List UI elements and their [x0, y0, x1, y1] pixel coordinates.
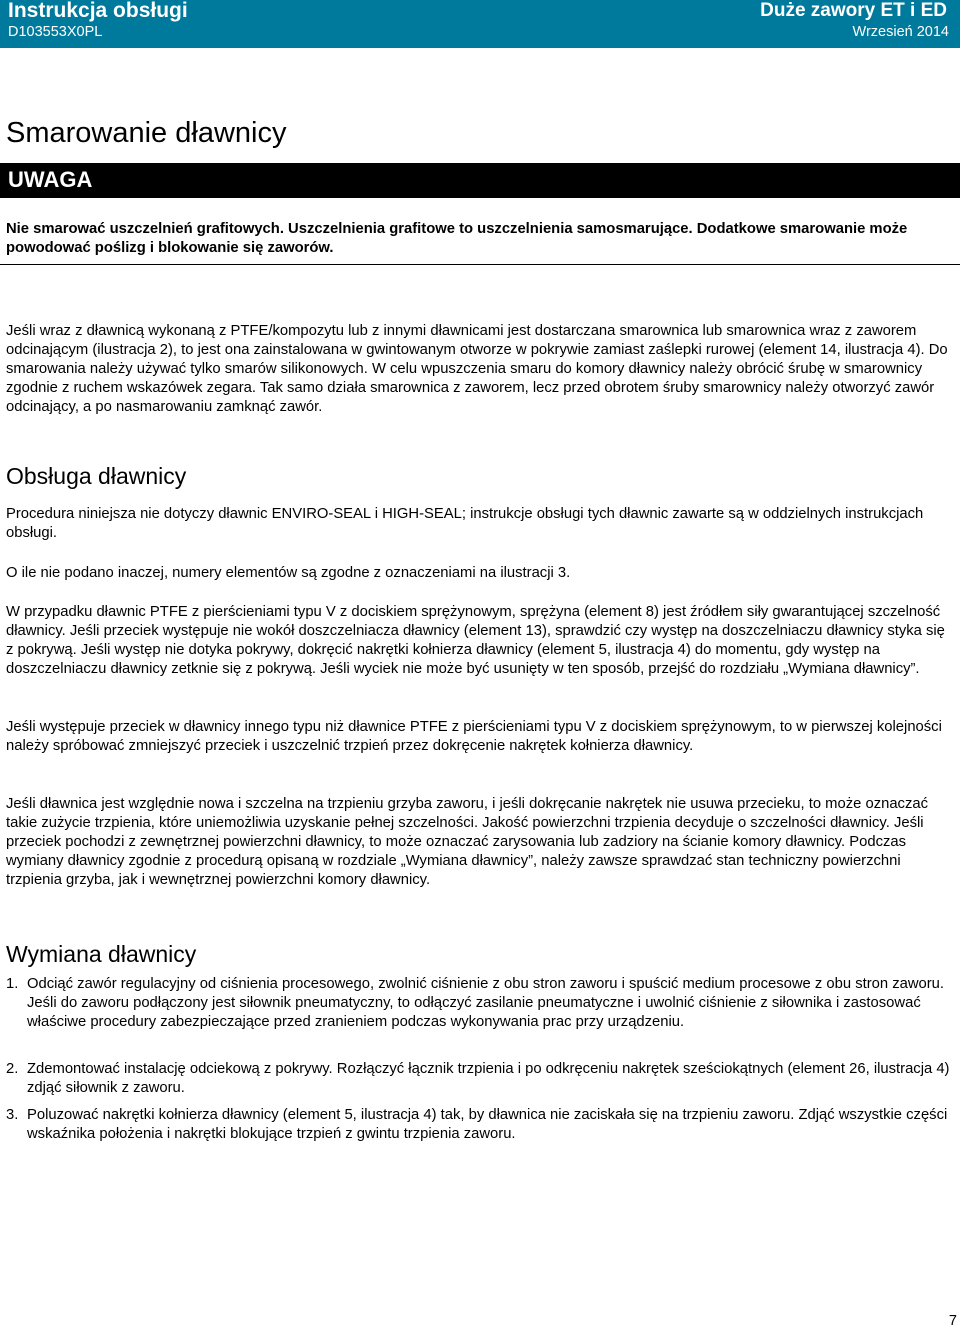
heading-packing-lubrication: Smarowanie dławnicy: [6, 117, 287, 149]
maintenance-paragraph: W przypadku dławnic PTFE z pierścieniami typu V z dociskiem sprężynowym, sprężyna (element 8) jest źródłem siły gwarantującej szczelność dławnicy. Jeśli przeciek występuje nie wokół doszczelniacza dławnicy (element 13), sprawdzić czy występ na doszczelniaczu dławnicy styka się z pokrywą. Jeśli występ nie dotyka pokrywy, dokręcić nakrętki kołnierza dławnicy (element 5, ilustracja 4) do momentu, gdy występ na doszczelniaczu dławnicy zetknie się z pokrywą. Jeśli wyciek nie może być usunięty w ten sposób, przejść do rozdziału „Wymiana dławnicy”.: [6, 604, 945, 677]
step-number: 3.: [6, 1107, 19, 1123]
step-text: Poluzować nakrętki kołnierza dławnicy (element 5, ilustracja 4) tak, by dławnica nie zaciskała się na trzpieniu zaworu. Zdjąć wszystkie części wskaźnika położenia i nakrętki blokujące trzpień z gwintu trzpienia zaworu.: [27, 1107, 948, 1142]
heading-packing-maintenance: Obsługa dławnicy: [6, 463, 187, 489]
maintenance-paragraph: O ile nie podano inaczej, numery elementów są zgodne z oznaczeniami na ilustracji 3.: [6, 565, 571, 581]
step-number: 2.: [6, 1061, 19, 1077]
notice-label: UWAGA: [8, 167, 93, 192]
step-text: Zdemontować instalację odciekową z pokrywy. Rozłączyć łącznik trzpienia i po odkręceniu nakrętek sześciokątnych (element 26, ilustracja 4) zdjąć siłownik z zaworu.: [27, 1061, 950, 1096]
maintenance-paragraph: Jeśli dławnica jest względnie nowa i szczelna na trzpieniu grzyba zaworu, i jeśli dokręcanie nakrętek nie usuwa przecieku, to może oznaczać takie zużycie trzpienia, które uniemożliwia uzyskanie pełnej szczelności. Jakość powierzchni trzpienia decyduje o szczelności dławnicy. Jeśli przeciek pochodzi z zewnętrznej powierzchni dławnicy, to może oznaczać zarysowania lub zadziory na ścianie komory dławnicy. Podczas wymiany dławnicy zgodnie z procedurą opisaną w rozdziale „Wymiana dławnicy”, należy zawsze sprawdzać stan techniczny powierzchni trzpienia grzyba, jak i wewnętrznej powierzchni komory dławnicy.: [6, 796, 928, 888]
publication-date: Wrzesień 2014: [852, 24, 949, 40]
notice-bar: [0, 163, 960, 198]
page-header: [0, 0, 960, 48]
page-number: 7: [948, 1313, 957, 1329]
document-number: D103553X0PL: [8, 24, 103, 40]
maintenance-paragraph: Jeśli występuje przeciek w dławnicy innego typu niż dławnice PTFE z pierścieniami typu V z dociskiem sprężynowym, to w pierwszej kolejności należy spróbować zmniejszyć przeciek i uszczelnić trzpień przez dokręcenie nakrętek kołnierza dławnicy.: [6, 719, 942, 754]
heading-packing-replacement: Wymiana dławnicy: [6, 941, 197, 967]
notice-text: Nie smarować uszczelnień grafitowych. Uszczelnienia grafitowe to uszczelnienia samosmarujące. Dodatkowe smarowanie może powodować poślizg i blokowanie się zaworów.: [6, 221, 908, 256]
manual-title: Instrukcja obsługi: [8, 0, 188, 22]
notice-divider: [0, 264, 960, 265]
lubrication-paragraph: Jeśli wraz z dławnicą wykonaną z PTFE/kompozytu lub z innymi dławnicami jest dostarczana smarownica lub smarownica wraz z zaworem odcinającym (ilustracja 2), to jest ona zainstalowana w gwintowanym otworze w pokrywie zamiast zaślepki rurowej (element 14, ilustracja 4). Do smarowania należy używać tylko smarów silikonowych. W celu wpuszczenia smaru do komory dławnicy należy obrócić śrubę w smarownicy zgodnie z ruchem wskazówek zegara. Tak samo działa smarownica z zaworem, lecz przed obrotem śruby smarownicy należy otworzyć zawór odcinający, a po nasmarowaniu zamknąć zawór.: [6, 323, 948, 415]
product-name: Duże zawory ET i ED: [760, 0, 947, 21]
list-item: [6, 1060, 956, 1098]
maintenance-paragraph: Procedura niniejsza nie dotyczy dławnic ENVIRO-SEAL i HIGH-SEAL; instrukcje obsługi tych dławnic zawarte są w oddzielnych instrukcjach obsługi.: [6, 506, 924, 541]
list-item: [6, 975, 956, 1032]
step-number: 1.: [6, 976, 19, 992]
list-item: [6, 1106, 956, 1144]
step-text: Odciąć zawór regulacyjny od ciśnienia procesowego, zwolnić ciśnienie z obu stron zaworu i spuścić medium procesowe z obu stron zaworu. Jeśli do zaworu podłączony jest siłownik pneumatyczny, to odłączyć zasilanie pneumatyczne i uwolnić ciśnienie z siłownika i zastosować właściwe procedury zabezpieczające przed zranieniem podczas wykonywania prac przy urządzeniu.: [27, 976, 945, 1030]
